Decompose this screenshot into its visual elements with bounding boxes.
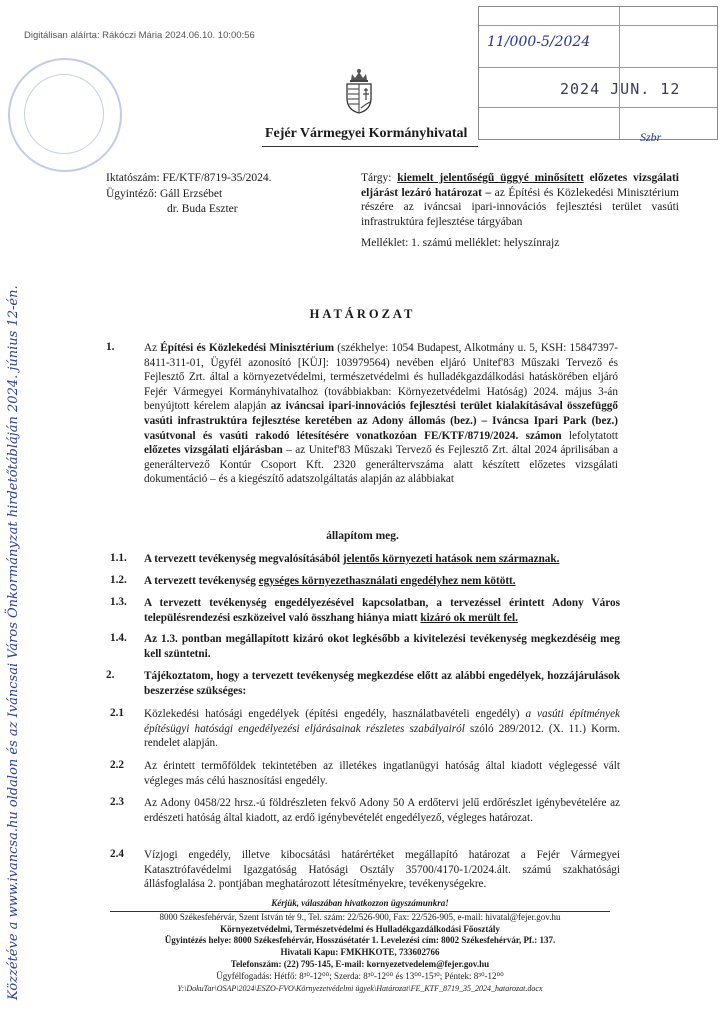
- page-footer: [100, 898, 620, 994]
- subject-rest: az Építési és Közlekedési Minisztérium részére az iváncsai ipari-innovációs fejlesztési terület vasúti infrastruktúra fejlesztése tárgyában: [361, 186, 680, 228]
- office-name: Fejér Vármegyei Kormányhivatal: [265, 126, 468, 141]
- handwritten-initials: Szbr: [640, 130, 662, 144]
- permit-item: Az Adony 0458/22 hrsz.-ú földrészleten fekvő Adony 50 A erdőtervi jelű erdőrészlet igénybevételére az erdészeti hatóság által kiadott, az erdő igénybevételét engedélyező, végleges határozat.: [144, 797, 620, 824]
- footer-hours: Ügyfélfogadás: Hétfő: 8³⁰-12⁰⁰; Szerda: 8³⁰-12⁰⁰ és 13⁰⁰-15³⁰; Péntek: 8³⁰-12⁰⁰: [216, 970, 504, 981]
- subject-bold: előzetes vizsgálati eljárást lezáró határozat –: [361, 172, 679, 199]
- attachment-line: Melléklet: 1. számú melléklet: helyszínrajz: [361, 237, 560, 249]
- s1-text-c: lefolytatott: [561, 429, 618, 442]
- handler: Ügyintéző: Gáll Erzsébet: [106, 187, 223, 200]
- permit-text: Közlekedési hatósági engedélyek (építési engedély, használatbavételi engedély): [144, 708, 526, 720]
- registry-stamp: [478, 6, 718, 140]
- margin-handwritten-note: Közzétéve a www.ivancsa.hu oldalon és az Iváncsai Város Önkormányzat hirdetőtábláján 2024. június 12-én.: [6, 285, 21, 1000]
- case-number: Iktatószám: FE/KTF/8719-35/2024.: [106, 172, 272, 184]
- header-rule: [262, 146, 478, 147]
- finding-underlined: egységes környezethasználati engedélyhez nem kötött.: [258, 575, 516, 587]
- finding-text: A tervezett tevékenység: [144, 575, 259, 587]
- footer-office-address: Ügyintézés helye: 8000 Székesfehérvár, Hosszúsétatér 1. Levelezési cím: 8002 Székesfehérvár, Pf.: 137.: [164, 935, 556, 946]
- s1-project: az iváncsai ipari-innovációs fejlesztési terület kialakításával összefüggő vasúti infrastruktúra fejlesztése keretében az Adony állomás (bez.) – Iváncsa Ipari Park (bez.) vasútvonal és vasúti rakodó létesítésére vonatkozóan FE/KTF/8719/2024. számon: [144, 400, 618, 442]
- footer-file-path: Y:\DokuTar\OSAP\2024\ESZO-FVO\Környezetvédelmi ügyek\Határozat\FE_KTF_8719_35_2024_hatarozat.docx: [177, 983, 543, 993]
- s1-text-d: – az Unitef'83 Műszaki Tervező és Fejlesztő Zrt. által 2024 áprilisában a generáltervező Kontúr Csoport Kft. 2320 generáltervszáma alatt készített előzetes vizsgálati dokumentáció – és a kiegészítő adatszolgáltatás alapján az alábbiakat: [144, 444, 618, 486]
- digital-signature-line: Digitálisan aláírta: Rákóczi Mária 2024.06.10. 10:00:56: [24, 30, 255, 41]
- finding-number: 1.4.: [110, 632, 127, 644]
- footer-department: Környezetvédelmi, Természetvédelmi és Hulladékgazdálkodási Főosztály: [220, 923, 500, 934]
- declaration: állapítom meg.: [326, 530, 399, 542]
- s1-text-a: Az: [144, 342, 161, 354]
- subject-highlight: kiemelt jelentőségű üggyé minősített: [397, 172, 584, 184]
- permit-item: [144, 707, 620, 751]
- handler-2: dr. Buda Eszter: [167, 203, 238, 215]
- permit-number: 2.4: [110, 848, 124, 860]
- permit-item: Vízjogi engedély, illetve kibocsátási határértéket megállapító határozat a Fejér Vármegyei Katasztrófavédelmi Igazgatóság Hatósági Osztály 35700/4170-1/2024.ált. számú szakhatósági állásfoglalása 2. pontjában meghatározott létesítményekre, tevékenységekre.: [144, 849, 620, 891]
- finding-underlined: kizáró ok merült fel.: [420, 611, 518, 624]
- permit-item: Az érintett termőföldek tekintetében az illetékes ingatlanügyi hatóság által kiadott véglegessé vált végleges más célú hasznosítási engedély.: [144, 760, 620, 787]
- permit-number: 2.1: [110, 707, 124, 719]
- official-round-stamp-inner: [24, 74, 104, 154]
- section-1-text: [144, 341, 618, 487]
- permit-number: 2.2: [110, 759, 124, 771]
- finding-text: Az 1.3. pontban megállapított kizáró okot legkésőbb a kivitelezési tevékenység megkezdéséig meg kell szüntetni.: [144, 633, 620, 660]
- permit-text-rest: szóló 289/2012. (X. 11.) Korm. rendelet alapján.: [144, 722, 620, 750]
- finding-item: [144, 596, 620, 625]
- handwritten-reference-number: 11/000-5/2024: [487, 34, 591, 50]
- subject-block: [361, 171, 679, 251]
- document-title: HATÁROZAT: [309, 307, 416, 321]
- permit-number: 2.3: [110, 796, 124, 808]
- received-date-stamp: 2024 JUN. 12: [560, 80, 681, 98]
- subject-label: Tárgy:: [361, 172, 398, 184]
- section-1-number: 1.: [106, 341, 115, 353]
- finding-item: [144, 574, 620, 589]
- permit-regulation: a vasúti építmények építésügyi hatósági engedélyezési eljárásainak részletes szabályairól: [144, 708, 620, 735]
- s1-applicant: Építési és Közlekedési Minisztérium: [160, 342, 335, 354]
- header-left-block: [106, 171, 271, 218]
- finding-underlined: jelentős környezeti hatások nem származnak.: [342, 553, 560, 565]
- footer-gateway: Hivatali Kapu: FMKHKOTE, 733602766: [280, 947, 440, 958]
- section-2-intro: Tájékoztatom, hogy a tervezett tevékenység megkezdése előtt az alábbi engedélyek, hozzájárulások beszerzése szükséges:: [144, 670, 620, 697]
- footer-request: Kérjük, válaszában hivatkozzon ügyszámunkra!: [271, 898, 449, 908]
- footer-address: 8000 Székesfehérvár, Szent István tér 9., Tel. szám: 22/526-900, Fax: 22/526-905, e-mail: hivatal@fejer.gov.hu: [159, 911, 561, 922]
- finding-number: 1.1.: [110, 552, 127, 564]
- finding-text: A tervezett tevékenység engedélyezésével kapcsolatban, a tervezéssel érintett Adony Város településrendezési eszközeivel való összhang hiánya miatt: [144, 597, 620, 624]
- s1-procedure: előzetes vizsgálati eljárásban: [144, 444, 283, 457]
- finding-number: 1.3.: [110, 596, 127, 608]
- finding-number: 1.2.: [110, 574, 127, 586]
- section-2-number: 2.: [106, 669, 115, 681]
- footer-phone: Telefonszám: (22) 795-145, E-mail: kornyezetvedelem@fejer.gov.hu: [230, 958, 490, 969]
- finding-item: [144, 552, 620, 567]
- coat-of-arms-icon: [342, 68, 376, 114]
- finding-item: [144, 632, 620, 661]
- s1-text-b: (székhelye: 1054 Budapest, Alkotmány u. 5, KSH: 15847397-8411-311-01, Ügyfél azonosító [KÜJ]: 103979564) nevében eljáró Unitef'83 Műszaki Tervező és Fejlesztő Zrt. által a környezetvédelmi, természetvédelmi és hulladékgazdálkodási hatáskörében eljáró Fejér Vármegyei Kormányhivatalhoz (továbbiakban: Környezetvédelmi Hatóság) 2024. május 3-án benyújtott kérelem alapján: [144, 342, 619, 413]
- finding-text: A tervezett tevékenység megvalósításából: [144, 553, 343, 565]
